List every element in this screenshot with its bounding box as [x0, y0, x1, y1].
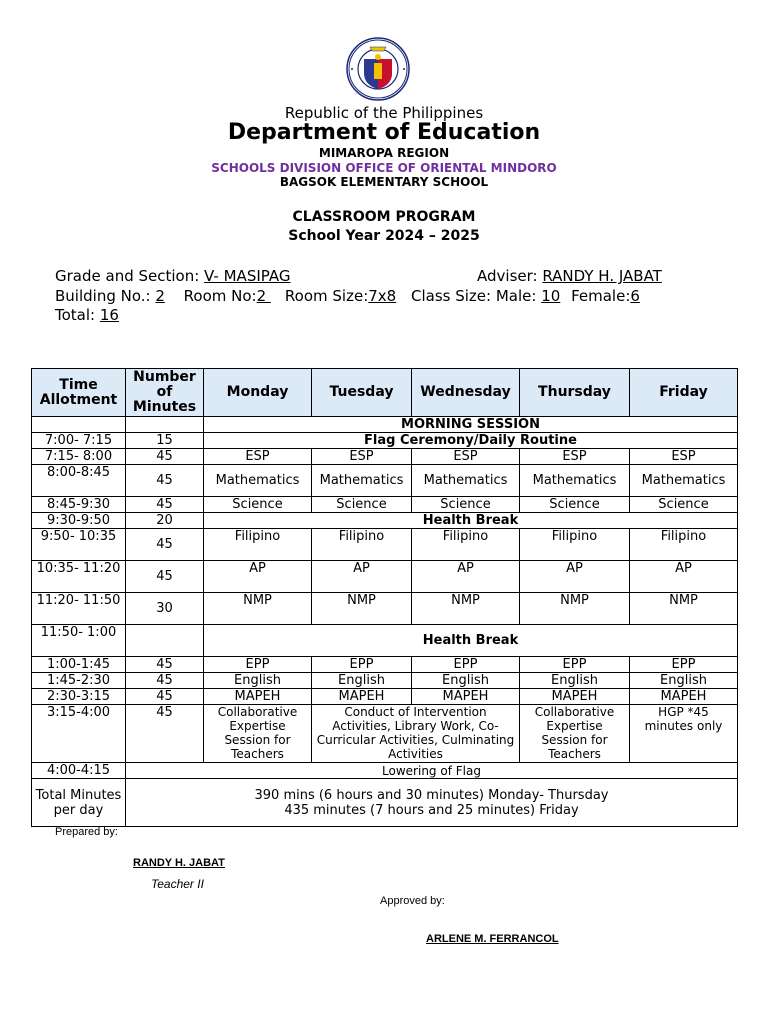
friday-cell: MAPEH	[630, 689, 738, 705]
thursday-cell: MAPEH	[520, 689, 630, 705]
approved-by-label: Approved by:	[380, 895, 445, 907]
minutes-cell: 15	[126, 433, 204, 449]
minutes-cell: 45	[126, 449, 204, 465]
female-value: 6	[630, 287, 640, 305]
col-header-tuesday: Tuesday	[312, 369, 412, 417]
deped-seal-logo	[340, 37, 416, 101]
morning-session-label: MORNING SESSION	[204, 417, 738, 433]
table-row	[32, 593, 738, 625]
minutes-cell: 30	[126, 593, 204, 625]
wednesday-cell: Mathematics	[412, 465, 520, 497]
friday-cell: HGP *45 minutes only	[630, 705, 738, 763]
wednesday-cell: AP	[412, 561, 520, 593]
table-row	[32, 513, 738, 529]
table-row	[32, 529, 738, 561]
monday-cell: NMP	[204, 593, 312, 625]
col-header-minutes: Number of Minutes	[126, 369, 204, 417]
friday-cell: EPP	[630, 657, 738, 673]
minutes-cell: 20	[126, 513, 204, 529]
col-header-friday: Friday	[630, 369, 738, 417]
department-title: Department of Education	[227, 120, 541, 145]
tuesday-cell: English	[312, 673, 412, 689]
friday-cell: Mathematics	[630, 465, 738, 497]
tuesday-wednesday-cell: Conduct of Intervention Activities, Library Work, Co-Curricular Activities, Culminating Activities	[312, 705, 520, 763]
monday-cell: AP	[204, 561, 312, 593]
time-cell: 1:00-1:45	[32, 657, 126, 673]
room-value: 2	[256, 287, 271, 305]
table-header-row	[32, 369, 738, 417]
school-year: School Year 2024 – 2025	[288, 228, 480, 244]
table-cell	[126, 417, 204, 433]
table-row	[32, 449, 738, 465]
time-cell: 9:50- 10:35	[32, 529, 126, 561]
schedule-table	[31, 368, 738, 827]
grade-value: V- MASIPAG	[204, 267, 291, 285]
friday-cell: English	[630, 673, 738, 689]
monday-cell: ESP	[204, 449, 312, 465]
wednesday-cell: MAPEH	[412, 689, 520, 705]
adviser-line	[477, 267, 662, 285]
table-row	[32, 625, 738, 657]
table-row	[32, 497, 738, 513]
adviser-label: Adviser:	[477, 267, 543, 285]
span-cell: Health Break	[204, 625, 738, 657]
minutes-cell: 45	[126, 689, 204, 705]
program-title: CLASSROOM PROGRAM	[292, 209, 476, 225]
school-name: BAGSOK ELEMENTARY SCHOOL	[279, 175, 489, 189]
col-header-time: Time Allotment	[32, 369, 126, 417]
tuesday-cell: Mathematics	[312, 465, 412, 497]
total-line	[55, 306, 119, 324]
tuesday-cell: Filipino	[312, 529, 412, 561]
span-cell: Health Break	[204, 513, 738, 529]
wednesday-cell: NMP	[412, 593, 520, 625]
table-row	[32, 763, 738, 779]
minutes-cell: 45	[126, 497, 204, 513]
table-cell	[32, 417, 126, 433]
time-cell: 10:35- 11:20	[32, 561, 126, 593]
room-size-value: 7x8	[368, 287, 397, 305]
morning-session-row	[32, 417, 738, 433]
col-header-wednesday: Wednesday	[412, 369, 520, 417]
minutes-cell: 45	[126, 657, 204, 673]
friday-cell: NMP	[630, 593, 738, 625]
room-size-label: Room Size:	[284, 287, 369, 305]
time-cell: 11:20- 11:50	[32, 593, 126, 625]
tuesday-cell: ESP	[312, 449, 412, 465]
adviser-value: RANDY H. JABAT	[542, 267, 662, 285]
time-cell: 7:00- 7:15	[32, 433, 126, 449]
monday-cell: Mathematics	[204, 465, 312, 497]
time-cell: 1:45-2:30	[32, 673, 126, 689]
col-header-thursday: Thursday	[520, 369, 630, 417]
minutes-cell: 45	[126, 465, 204, 497]
minutes-cell	[126, 625, 204, 657]
wednesday-cell: Filipino	[412, 529, 520, 561]
tuesday-cell: NMP	[312, 593, 412, 625]
building-value: 2	[155, 287, 165, 305]
table-row	[32, 689, 738, 705]
col-header-monday: Monday	[204, 369, 312, 417]
building-label: Building No.:	[55, 287, 156, 305]
friday-cell: ESP	[630, 449, 738, 465]
friday-cell: Filipino	[630, 529, 738, 561]
grade-section-line	[55, 267, 290, 285]
monday-cell: Collaborative Expertise Session for Teachers	[204, 705, 312, 763]
total-row	[32, 779, 738, 827]
time-cell: 3:15-4:00	[32, 705, 126, 763]
friday-cell: AP	[630, 561, 738, 593]
time-cell: 11:50- 1:00	[32, 625, 126, 657]
monday-cell: EPP	[204, 657, 312, 673]
thursday-cell: Science	[520, 497, 630, 513]
grade-label: Grade and Section:	[55, 267, 205, 285]
total-line-2: 435 minutes (7 hours and 25 minutes) Friday	[284, 802, 579, 818]
prepared-by-title: Teacher II	[151, 877, 204, 891]
table-row	[32, 433, 738, 449]
minutes-cell: 45	[126, 705, 204, 763]
time-cell: 2:30-3:15	[32, 689, 126, 705]
time-cell: 8:00-8:45	[32, 465, 126, 497]
room-details-line	[55, 287, 640, 305]
thursday-cell: EPP	[520, 657, 630, 673]
table-row	[32, 657, 738, 673]
class-size-label: Class Size: Male:	[411, 287, 542, 305]
division-label: SCHOOLS DIVISION OFFICE OF ORIENTAL MINDORO	[211, 161, 557, 175]
total-value: 16	[99, 306, 119, 324]
table-row	[32, 705, 738, 763]
thursday-cell: NMP	[520, 593, 630, 625]
time-cell: 8:45-9:30	[32, 497, 126, 513]
minutes-cell: 45	[126, 529, 204, 561]
friday-cell: Science	[630, 497, 738, 513]
female-label: Female:	[571, 287, 631, 305]
male-value: 10	[541, 287, 561, 305]
tuesday-cell: Science	[312, 497, 412, 513]
minutes-cell: 45	[126, 673, 204, 689]
monday-cell: Filipino	[204, 529, 312, 561]
thursday-cell: English	[520, 673, 630, 689]
wednesday-cell: ESP	[412, 449, 520, 465]
room-label: Room No:	[183, 287, 257, 305]
time-cell: 7:15- 8:00	[32, 449, 126, 465]
table-row	[32, 561, 738, 593]
total-summary-cell	[126, 779, 738, 827]
thursday-cell: ESP	[520, 449, 630, 465]
tuesday-cell: MAPEH	[312, 689, 412, 705]
tuesday-cell: EPP	[312, 657, 412, 673]
time-cell: 9:30-9:50	[32, 513, 126, 529]
tuesday-cell: AP	[312, 561, 412, 593]
thursday-cell: Mathematics	[520, 465, 630, 497]
monday-cell: English	[204, 673, 312, 689]
total-label-cell: Total Minutes per day	[32, 779, 126, 827]
time-cell: 4:00-4:15	[32, 763, 126, 779]
thursday-cell: Filipino	[520, 529, 630, 561]
thursday-cell: Collaborative Expertise Session for Teachers	[520, 705, 630, 763]
republic-label: Republic of the Philippines	[284, 104, 484, 122]
total-label: Total:	[55, 306, 100, 324]
span-cell: Flag Ceremony/Daily Routine	[204, 433, 738, 449]
thursday-cell: AP	[520, 561, 630, 593]
monday-cell: MAPEH	[204, 689, 312, 705]
wednesday-cell: English	[412, 673, 520, 689]
table-row	[32, 465, 738, 497]
wednesday-cell: EPP	[412, 657, 520, 673]
prepared-by-name: RANDY H. JABAT	[133, 857, 225, 869]
lowering-flag-cell: Lowering of Flag	[126, 763, 738, 779]
region-label: MIMAROPA REGION	[318, 146, 450, 160]
table-row	[32, 673, 738, 689]
prepared-by-label: Prepared by:	[55, 826, 118, 838]
wednesday-cell: Science	[412, 497, 520, 513]
total-line-1: 390 mins (6 hours and 30 minutes) Monday- Thursday	[254, 787, 609, 803]
approved-by-name: ARLENE M. FERRANCOL	[426, 933, 559, 945]
monday-cell: Science	[204, 497, 312, 513]
minutes-cell: 45	[126, 561, 204, 593]
